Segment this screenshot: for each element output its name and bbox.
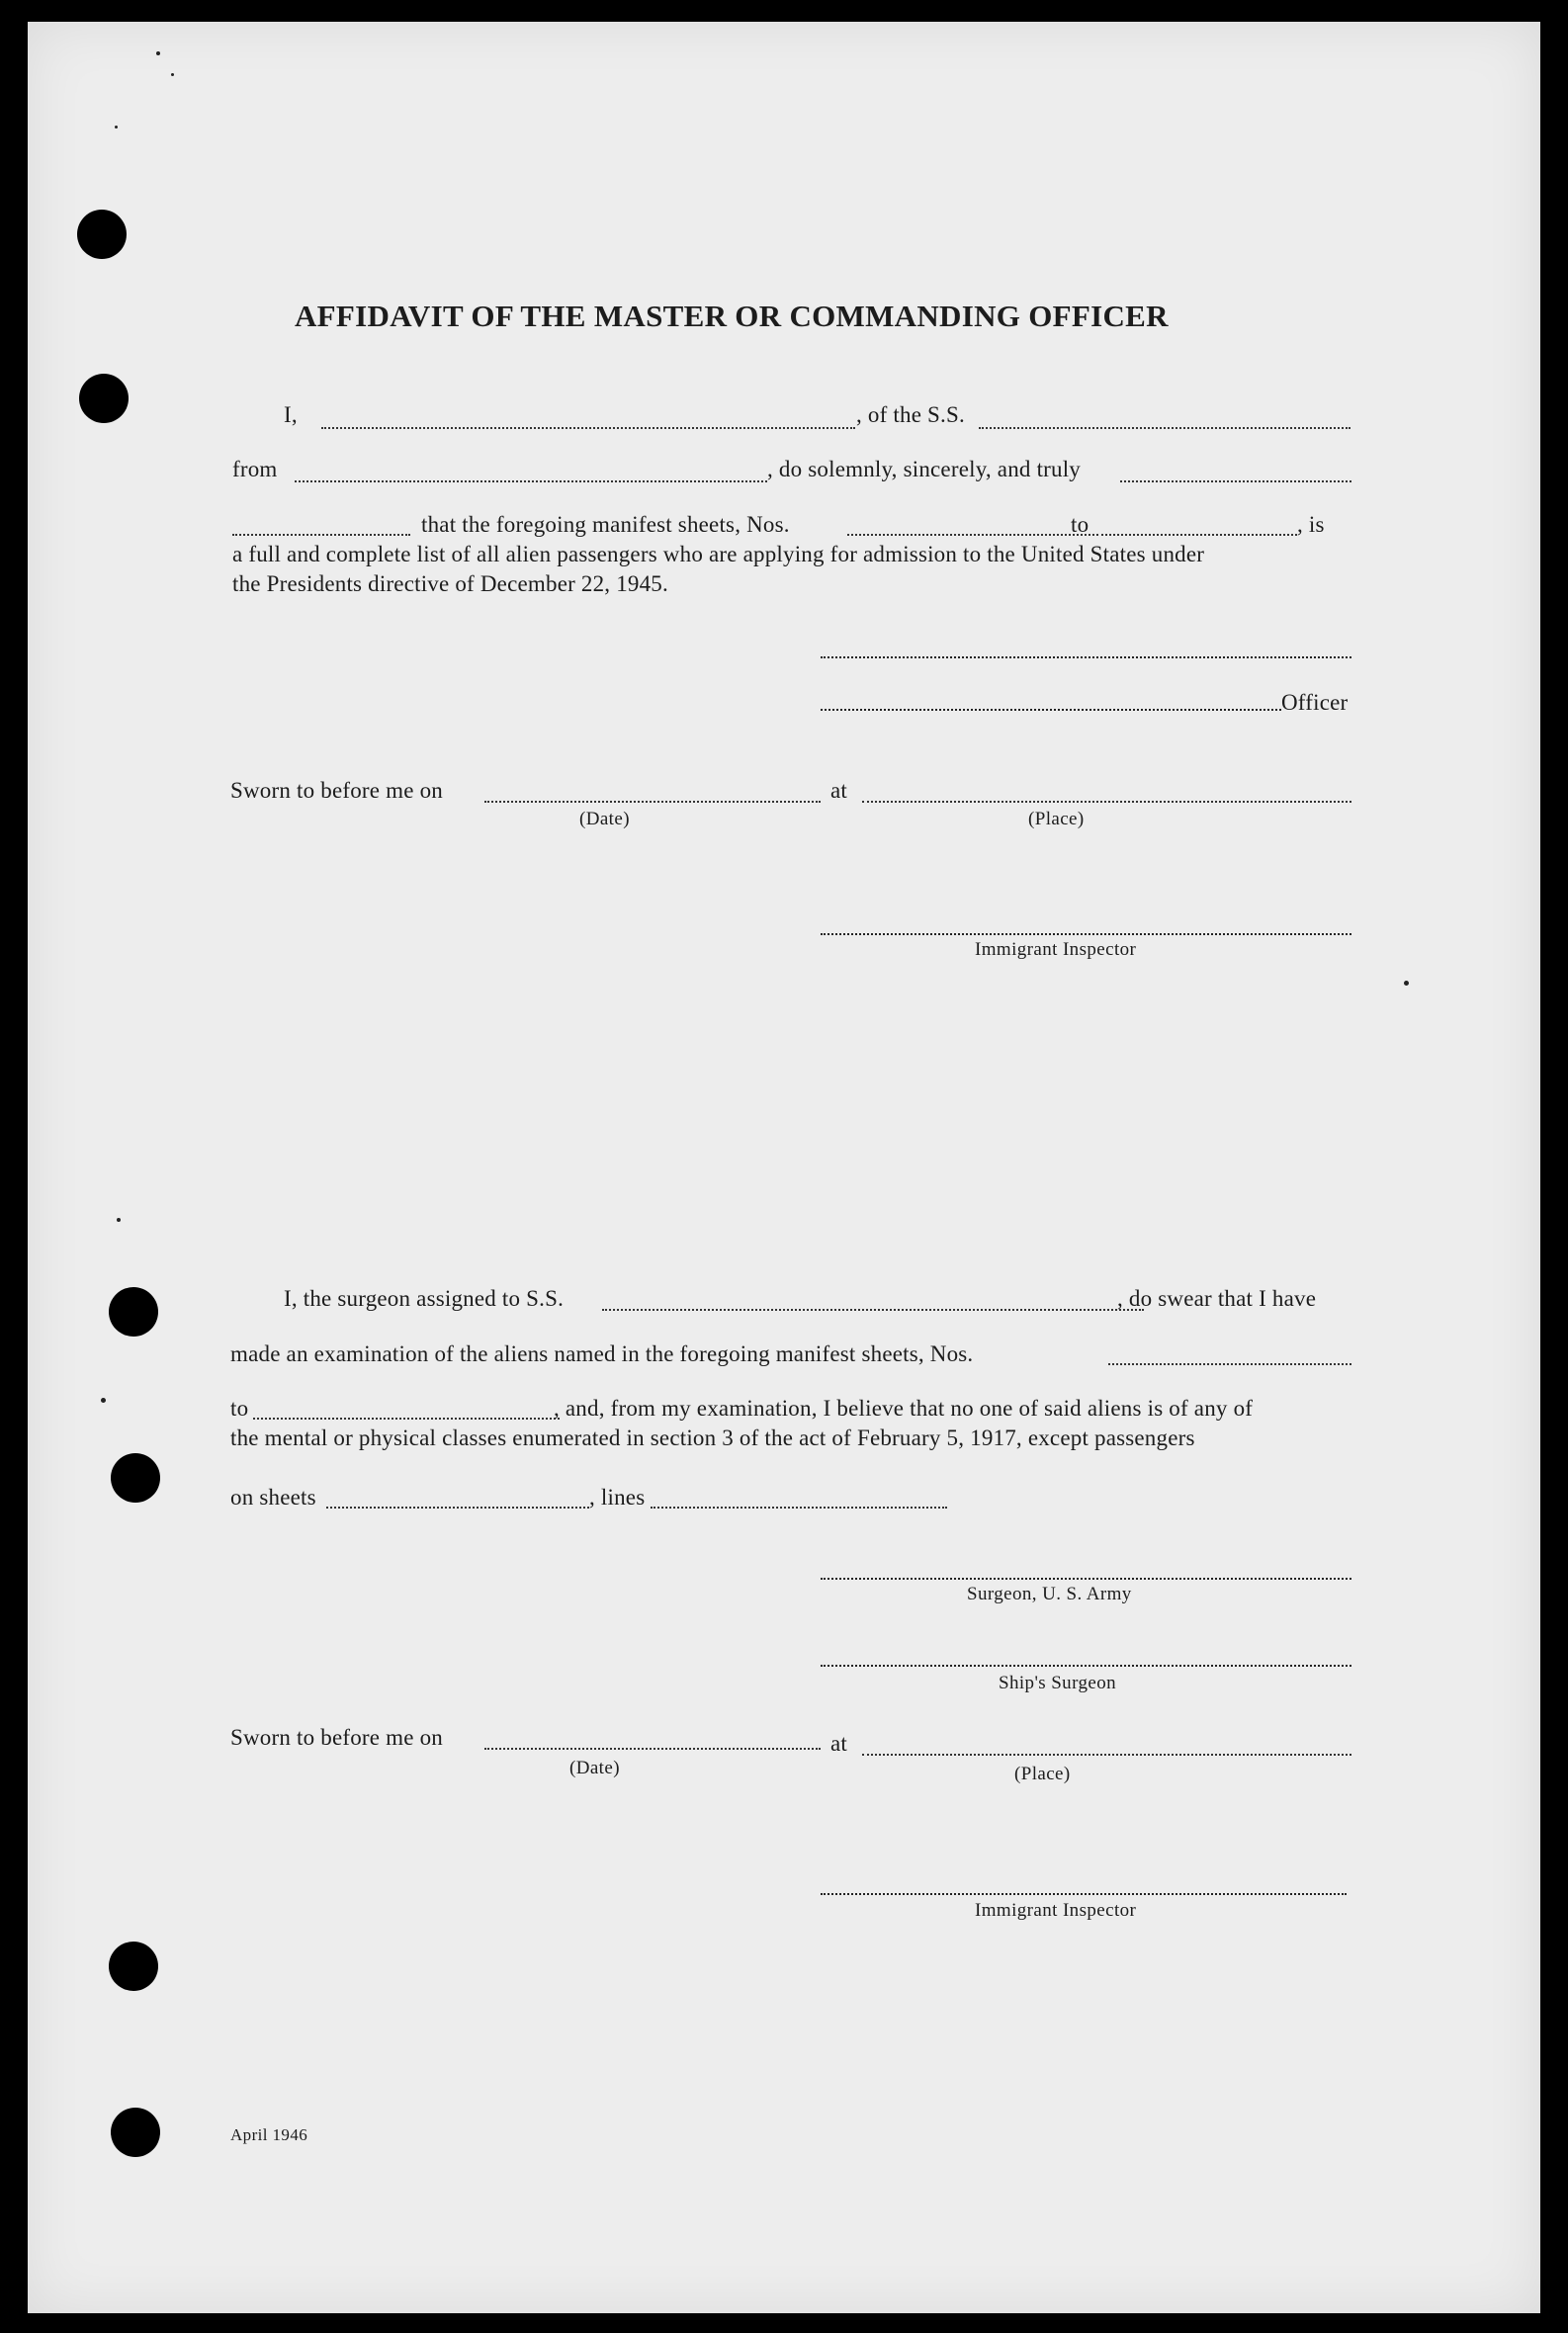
surgeon-line-1-b: , do swear that I have: [1117, 1286, 1317, 1311]
surgeon-sheets-to-field[interactable]: [253, 1418, 560, 1420]
surgeon-line-4: the mental or physical classes enumerated in section 3 of the act of February 5, 1917, except passengers: [230, 1426, 1195, 1450]
surgeon-line-1-a: I, the surgeon assigned to S.S.: [284, 1286, 565, 1311]
master-ss-label: , of the S.S.: [856, 402, 965, 427]
speck: [1404, 981, 1409, 986]
surgeon-sheets-from-field[interactable]: [1108, 1363, 1351, 1365]
master-inspector-signature-line[interactable]: [821, 933, 1351, 935]
punch-hole-6: [111, 2108, 160, 2157]
punch-hole-1: [77, 210, 127, 259]
punch-hole-2: [79, 374, 129, 423]
form-date-footer: April 1946: [230, 2125, 308, 2144]
master-i-label: I,: [284, 402, 298, 427]
master-at-label: at: [830, 778, 847, 803]
master-is-label: , is: [1297, 512, 1325, 537]
surgeon-inspector-label: Immigrant Inspector: [975, 1900, 1137, 1921]
master-solemnly-label: , do solemnly, sincerely, and truly: [767, 457, 1082, 481]
surgeon-line-3-b: , and, from my examination, I believe that no one of said aliens is of any of: [554, 1396, 1254, 1421]
master-sworn-label: Sworn to before me on: [230, 778, 443, 803]
master-sworn-date-field[interactable]: [484, 801, 821, 803]
punch-hole-4: [111, 1453, 160, 1503]
surgeon-inspector-signature-line[interactable]: [821, 1893, 1347, 1895]
document-page: [28, 22, 1540, 2313]
surgeon-ship-field[interactable]: [602, 1309, 1144, 1311]
master-manifest-label: that the foregoing manifest sheets, Nos.: [421, 512, 790, 537]
master-name-field[interactable]: [321, 427, 855, 429]
surgeon-date-caption: (Date): [569, 1758, 620, 1778]
surgeon-except-lines-field[interactable]: [651, 1507, 947, 1509]
surgeon-sheets-label: on sheets: [230, 1485, 316, 1510]
surgeon-sworn-label: Sworn to before me on: [230, 1725, 443, 1750]
officer-signature-line[interactable]: [821, 709, 1281, 711]
master-signature-line[interactable]: [821, 656, 1351, 658]
page-title: AFFIDAVIT OF THE MASTER OR COMMANDING OFFICER: [295, 299, 1169, 333]
master-from-field[interactable]: [295, 480, 767, 482]
army-surgeon-label: Surgeon, U. S. Army: [967, 1584, 1132, 1604]
master-sworn-place-field[interactable]: [862, 801, 1351, 803]
surgeon-place-caption: (Place): [1014, 1764, 1071, 1784]
surgeon-lines-label: , lines: [589, 1485, 646, 1510]
speck: [156, 51, 160, 55]
army-surgeon-signature-line[interactable]: [821, 1578, 1351, 1580]
master-inspector-label: Immigrant Inspector: [975, 939, 1137, 960]
surgeon-line-2: made an examination of the aliens named in the foregoing manifest sheets, Nos.: [230, 1341, 974, 1366]
surgeon-at-label: at: [830, 1731, 847, 1756]
surgeon-to-label: to: [230, 1396, 249, 1421]
master-ship-field[interactable]: [979, 427, 1350, 429]
master-statement-line-5: the Presidents directive of December 22, 1945.: [232, 571, 668, 596]
master-sheets-from-field[interactable]: [847, 534, 1098, 536]
surgeon-sworn-date-field[interactable]: [484, 1748, 821, 1750]
speck: [115, 126, 118, 129]
ship-surgeon-label: Ship's Surgeon: [999, 1673, 1116, 1693]
master-oath-verb-field[interactable]: [232, 534, 410, 536]
speck: [101, 1398, 106, 1403]
surgeon-except-sheets-field[interactable]: [326, 1507, 589, 1509]
speck: [171, 73, 174, 76]
surgeon-sworn-place-field[interactable]: [862, 1754, 1351, 1756]
ship-surgeon-signature-line[interactable]: [821, 1665, 1351, 1667]
master-statement-line-4: a full and complete list of all alien passengers who are applying for admission to the United States under: [232, 542, 1205, 566]
master-to-label: to: [1071, 512, 1089, 537]
officer-label: Officer: [1281, 690, 1349, 715]
punch-hole-3: [109, 1287, 158, 1337]
master-place-caption: (Place): [1028, 809, 1085, 829]
master-sheets-to-field[interactable]: [1101, 534, 1297, 536]
master-from-label: from: [232, 457, 278, 481]
punch-hole-5: [109, 1942, 158, 1991]
speck: [117, 1218, 121, 1222]
master-date-caption: (Date): [579, 809, 630, 829]
master-oath-field[interactable]: [1120, 480, 1351, 482]
